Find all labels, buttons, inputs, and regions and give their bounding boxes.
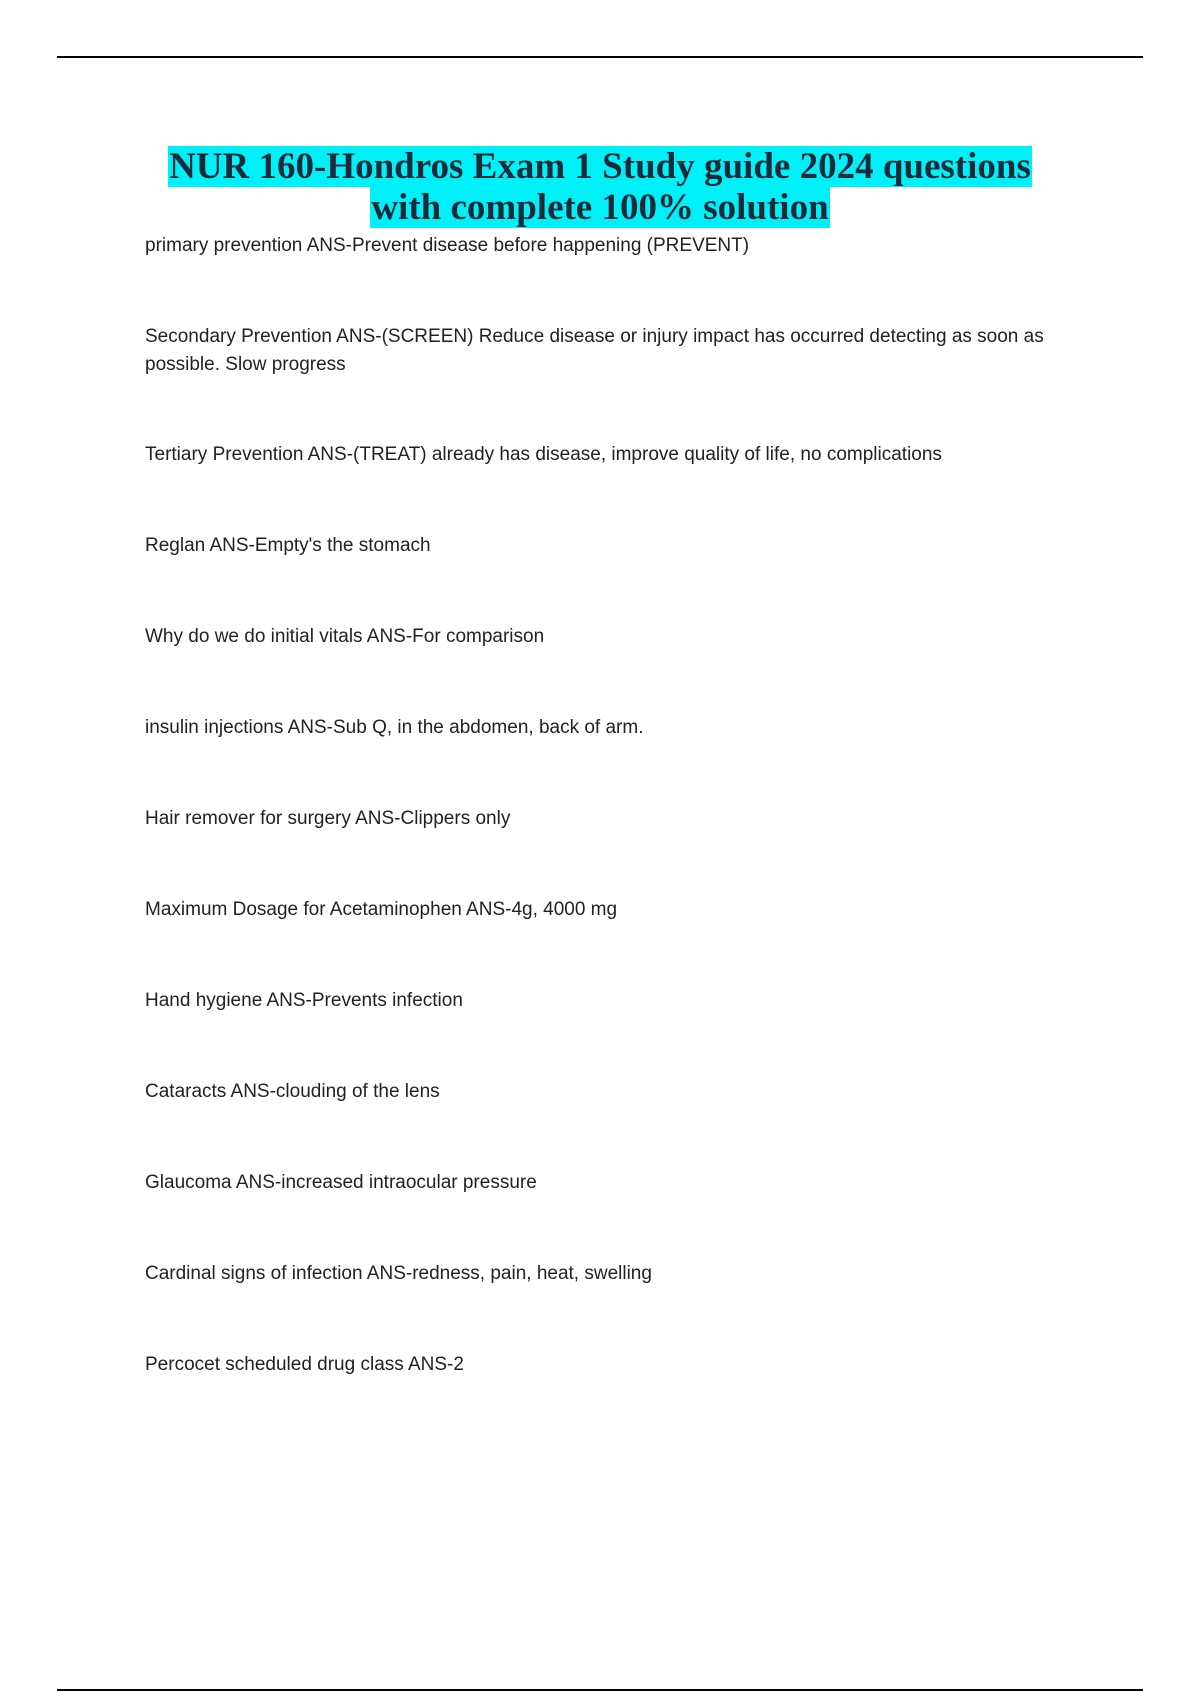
qa-item: Secondary Prevention ANS-(SCREEN) Reduce disease or injury impact has occurred detecting as soon as possible. Slow progress — [145, 326, 1044, 375]
qa-item: Hair remover for surgery ANS-Clippers only — [145, 808, 511, 829]
qa-item: Hand hygiene ANS-Prevents infection — [145, 990, 463, 1011]
document-title-line-1: NUR 160-Hondros Exam 1 Study guide 2024 questions — [169, 146, 1031, 187]
qa-item: Reglan ANS-Empty's the stomach — [145, 535, 431, 556]
qa-item: Glaucoma ANS-increased intraocular pressure — [145, 1172, 537, 1193]
document-title-line-2: with complete 100% solution — [371, 187, 829, 228]
document-title — [100, 146, 1100, 228]
qa-item: Why do we do initial vitals ANS-For comparison — [145, 626, 545, 647]
qa-item: Percocet scheduled drug class ANS-2 — [145, 1354, 464, 1375]
qa-item: Cardinal signs of infection ANS-redness, pain, heat, swelling — [145, 1263, 652, 1284]
qa-item: Cataracts ANS-clouding of the lens — [145, 1081, 440, 1102]
qa-item: Tertiary Prevention ANS-(TREAT) already has disease, improve quality of life, no complications — [145, 444, 942, 465]
qa-item: insulin injections ANS-Sub Q, in the abdomen, back of arm. — [145, 717, 644, 738]
header-rule — [57, 56, 1143, 58]
qa-item: Maximum Dosage for Acetaminophen ANS-4g, 4000 mg — [145, 899, 618, 920]
footer-rule — [57, 1689, 1143, 1691]
qa-item: primary prevention ANS-Prevent disease before happening (PREVENT) — [145, 235, 750, 256]
